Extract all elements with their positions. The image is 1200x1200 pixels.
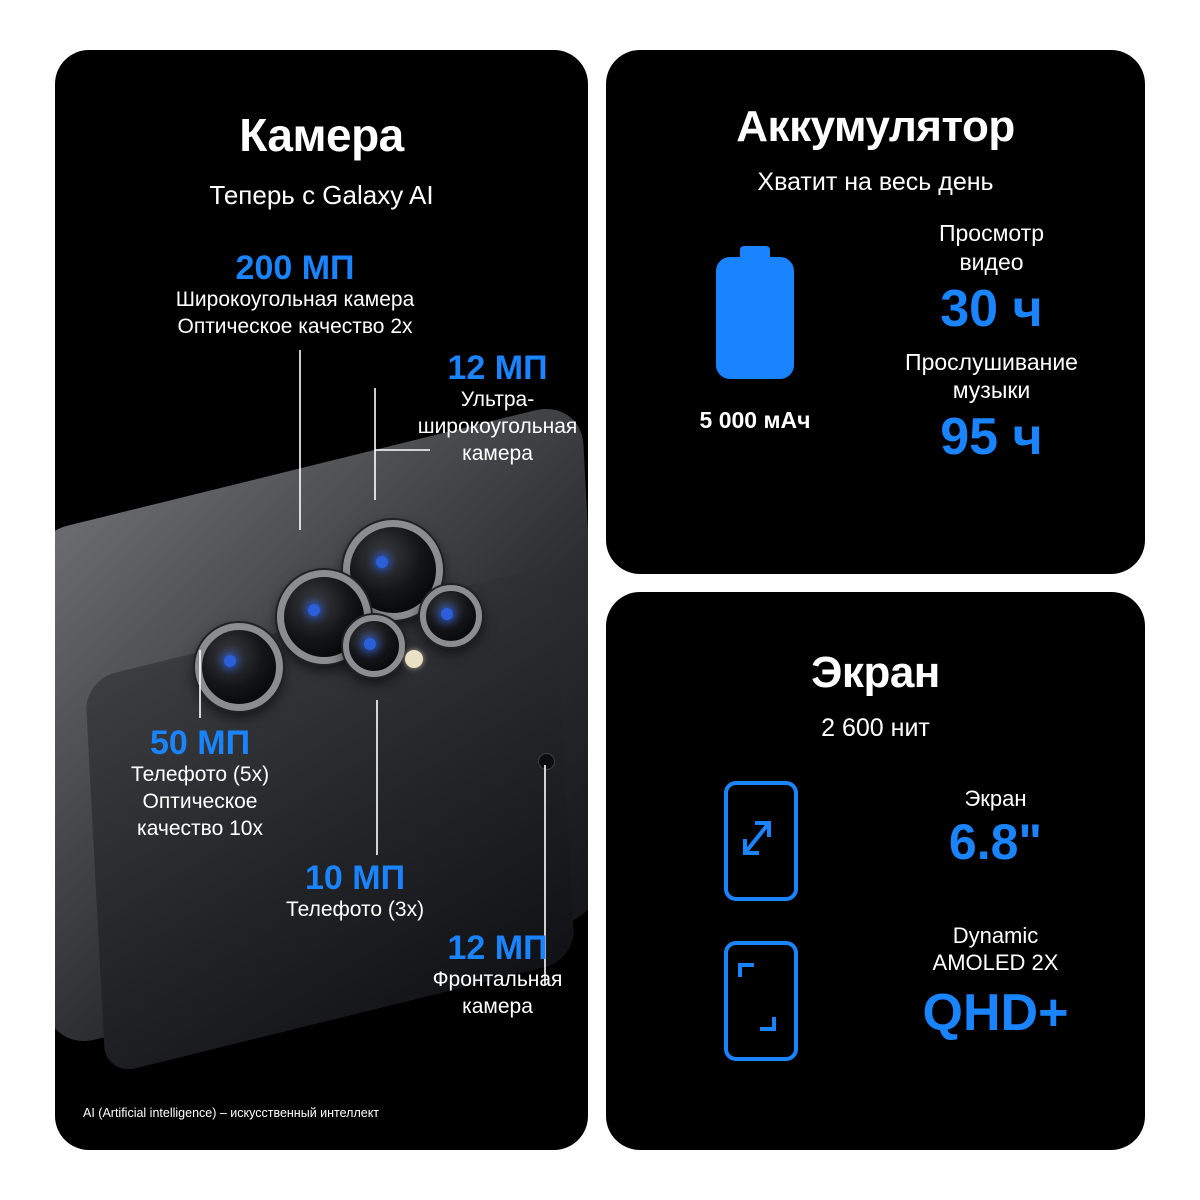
battery-title: Аккумулятор <box>736 102 1015 151</box>
display-body <box>606 743 1145 1061</box>
spec-10mp <box>240 860 470 924</box>
front-camera-dot <box>538 753 555 770</box>
corner-brackets-icon <box>728 945 786 1049</box>
battery-stat-music-label-1: Прослушивание <box>905 348 1078 375</box>
resolution-icon <box>724 941 798 1061</box>
camera-lens-ultrawide <box>420 585 482 647</box>
lens-glint <box>441 608 453 620</box>
spec-12mp-front <box>395 930 588 1021</box>
spec-50mp-desc-1: Телефото (5x) <box>130 763 270 787</box>
spec-200mp-desc-1: Широкоугольная камера <box>175 288 415 312</box>
camera-title: Камера <box>239 109 404 161</box>
battery-stat-video-number: 30 <box>940 279 999 338</box>
spec-12mp-front-desc-2: камера <box>462 995 533 1019</box>
right-column <box>606 50 1145 1150</box>
spec-50mp <box>90 725 310 843</box>
camera-lens-extra <box>343 615 405 677</box>
battery-stat-video-label-1: Просмотр <box>938 220 1045 246</box>
spec-200mp <box>95 250 495 341</box>
battery-stat-music-value <box>905 409 1078 466</box>
spec-50mp-value: 50 МП <box>149 724 251 762</box>
display-subtitle: 2 600 нит <box>821 714 930 742</box>
battery-stat-video-label-2: видео <box>959 248 1024 275</box>
battery-body <box>606 197 1145 466</box>
battery-header <box>606 50 1145 197</box>
spec-12mp-ultrawide <box>410 350 585 468</box>
spec-200mp-value: 200 МП <box>235 249 355 287</box>
battery-stat-music <box>905 348 1078 467</box>
battery-stat-video-value <box>939 281 1044 338</box>
display-header <box>606 592 1145 743</box>
display-icons <box>666 775 856 1061</box>
spec-12mp-ultrawide-desc-2: широкоугольная <box>417 415 578 439</box>
display-tech-block <box>923 922 1069 1042</box>
battery-stat-video-unit: ч <box>1012 279 1043 338</box>
camera-card <box>55 50 588 1150</box>
camera-footnote: AI (Artificial intelligence) – искусственный интеллект <box>83 1106 380 1120</box>
spec-50mp-desc-3: качество 10x <box>137 817 263 841</box>
display-size-value: 6.8" <box>948 813 1043 870</box>
battery-stats <box>872 219 1111 466</box>
camera-lens-telephoto-5x <box>195 623 283 711</box>
camera-header <box>55 50 588 211</box>
display-tech-line-1: Dynamic <box>952 922 1039 948</box>
battery-capacity-value: 5 000 мАч <box>699 407 811 433</box>
spec-10mp-value: 10 МП <box>304 859 406 897</box>
display-stats <box>886 775 1105 1061</box>
display-tech-line-2: AMOLED 2X <box>932 950 1059 975</box>
spec-10mp-desc-1: Телефото (3x) <box>285 898 425 922</box>
battery-capacity-block <box>650 219 860 466</box>
display-card <box>606 592 1145 1150</box>
battery-stat-music-label-2: музыки <box>952 377 1031 404</box>
spec-12mp-front-desc-1: Фронтальная <box>432 968 563 992</box>
lens-glint <box>308 604 320 616</box>
spec-12mp-front-value: 12 МП <box>447 929 548 967</box>
lens-glint <box>376 556 388 568</box>
spec-12mp-ultrawide-desc-3: камера <box>462 442 533 466</box>
spec-200mp-desc-2: Оптическое качество 2x <box>177 315 413 339</box>
lens-glint <box>224 655 236 667</box>
screen-size-icon <box>724 781 798 901</box>
flash-icon <box>405 650 423 668</box>
display-title: Экран <box>811 648 940 697</box>
display-resolution-value: QHD+ <box>922 983 1069 1042</box>
left-column <box>55 50 588 1150</box>
spec-50mp-desc-2: Оптическое <box>142 790 258 814</box>
battery-icon <box>716 257 794 379</box>
diagonal-arrow-icon <box>728 785 786 889</box>
camera-subtitle: Теперь с Galaxy AI <box>209 180 434 210</box>
lens-glint <box>364 638 376 650</box>
battery-subtitle: Хватит на весь день <box>757 168 994 196</box>
battery-card <box>606 50 1145 574</box>
battery-stat-music-unit: ч <box>1012 408 1043 467</box>
battery-stat-video <box>939 219 1044 338</box>
display-size-label: Экран <box>964 786 1027 811</box>
spec-12mp-ultrawide-value: 12 МП <box>447 349 548 387</box>
display-size-block <box>949 785 1042 870</box>
spec-12mp-ultrawide-desc-1: Ультра- <box>460 388 535 412</box>
battery-stat-music-number: 95 <box>940 408 999 467</box>
